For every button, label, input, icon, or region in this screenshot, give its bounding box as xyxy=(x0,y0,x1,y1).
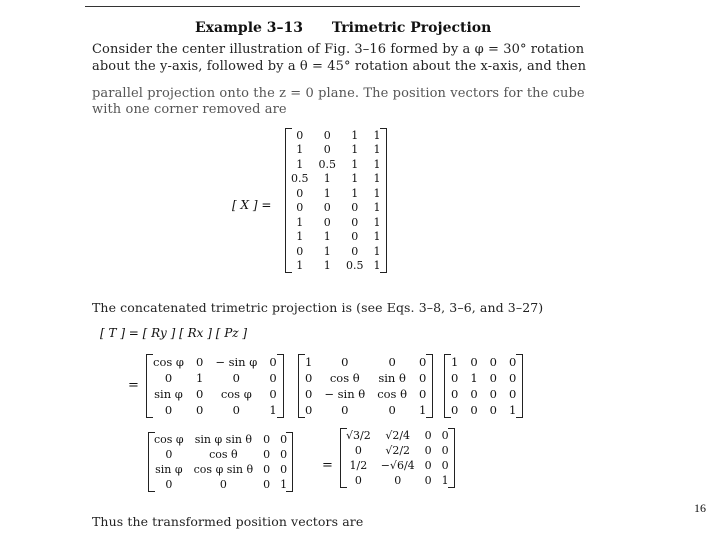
example-title: Trimetric Projection xyxy=(331,20,492,36)
x-matrix-cell: 1 xyxy=(373,186,381,200)
rx-matrix-row xyxy=(299,370,432,386)
paragraph-line-4: with one corner removed are xyxy=(92,102,287,117)
combined-matrix-cell: 0 xyxy=(263,433,271,446)
numeric-matrix xyxy=(340,428,455,488)
thus-text: Thus the transformed position vectors are xyxy=(92,514,364,529)
rx-matrix-cell: 0 xyxy=(305,387,313,401)
x-matrix-cell: 0 xyxy=(351,230,359,244)
numeric-matrix-cell: 0 xyxy=(394,474,402,487)
ry-matrix-table xyxy=(147,354,283,418)
combined-matrix-cell: 0 xyxy=(165,478,173,491)
page-number: 16 xyxy=(694,501,706,515)
rx-matrix-cell: sin θ xyxy=(378,371,406,385)
rx-matrix-cell: 0 xyxy=(341,403,349,417)
numeric-matrix-cell: 0 xyxy=(441,444,449,457)
numeric-matrix-cell: 1 xyxy=(441,474,449,487)
x-matrix-cell: 0 xyxy=(296,186,304,200)
x-matrix-cell: 1 xyxy=(296,157,304,171)
x-matrix-cell: 1 xyxy=(323,259,331,273)
combined-matrix-cell: sin φ sin θ xyxy=(194,433,253,446)
numeric-matrix-table xyxy=(341,428,454,488)
numeric-matrix-cell: 0 xyxy=(424,429,432,442)
combined-matrix-row xyxy=(149,432,292,447)
rx-matrix-cell: 0 xyxy=(419,387,427,401)
combined-matrix-cell: cos φ sin θ xyxy=(193,463,254,476)
paragraph-line-2: about the y-axis, followed by a θ = 45° rotation about the x-axis, and then xyxy=(92,59,587,74)
numeric-matrix-cell: 0 xyxy=(424,459,432,472)
ry-matrix-cell: cos φ xyxy=(153,355,184,369)
x-matrix-cell: 0 xyxy=(296,201,304,215)
x-matrix-cell: 0 xyxy=(351,201,359,215)
combined-matrix-cell: 0 xyxy=(263,463,271,476)
x-matrix-cell: 1 xyxy=(373,215,381,229)
x-matrix-cell: 1 xyxy=(373,201,381,215)
pz-matrix-row xyxy=(445,386,522,402)
x-matrix-cell: 1 xyxy=(351,128,359,142)
x-matrix-cell: 0 xyxy=(323,201,331,215)
rx-matrix-cell: 0 xyxy=(388,355,396,369)
ry-matrix-cell: 0 xyxy=(232,371,240,385)
x-matrix-cell: 1 xyxy=(296,230,304,244)
x-matrix xyxy=(285,128,387,273)
numeric-matrix-cell: −√6/4 xyxy=(380,459,415,472)
rx-matrix-cell: 1 xyxy=(305,355,313,369)
ry-matrix-cell: sin φ xyxy=(154,387,183,401)
x-matrix-cell: 0.5 xyxy=(318,157,336,171)
x-matrix-row xyxy=(286,215,386,230)
rx-matrix-cell: 0 xyxy=(419,355,427,369)
pz-matrix-cell: 0 xyxy=(508,355,517,369)
pz-matrix-cell: 0 xyxy=(489,403,497,417)
x-matrix-cell: 1 xyxy=(323,172,331,186)
rx-matrix-cell: 0 xyxy=(305,371,313,385)
numeric-matrix-cell: 1/2 xyxy=(349,459,368,472)
rx-matrix-cell: cos θ xyxy=(377,387,408,401)
rx-matrix-cell: 0 xyxy=(341,355,349,369)
ry-matrix-row xyxy=(147,370,283,386)
x-matrix-cell: 0.5 xyxy=(291,172,309,186)
pz-matrix-table xyxy=(445,354,522,418)
pz-matrix-row xyxy=(445,370,522,386)
x-matrix-cell: 1 xyxy=(373,128,381,142)
rx-matrix-cell: 0 xyxy=(419,371,427,385)
combined-matrix xyxy=(148,432,293,492)
ry-matrix xyxy=(146,354,284,418)
x-matrix-cell: 1 xyxy=(296,215,304,229)
x-matrix-row xyxy=(286,172,386,187)
x-matrix-cell: 1 xyxy=(323,230,331,244)
x-matrix-cell: 1 xyxy=(351,143,359,157)
x-matrix-cell: 0 xyxy=(351,244,359,258)
example-heading xyxy=(195,20,491,36)
ry-matrix-cell: 0 xyxy=(195,355,204,369)
rx-matrix-cell: 0 xyxy=(305,403,313,417)
combined-matrix-cell: 0 xyxy=(280,463,288,476)
numeric-matrix-cell: 0 xyxy=(354,474,362,487)
ry-matrix-cell: 0 xyxy=(164,371,173,385)
top-rule xyxy=(85,6,580,7)
example-number: Example 3–13 xyxy=(195,20,304,36)
pz-matrix-cell: 0 xyxy=(508,371,517,385)
ry-matrix-cell: 0 xyxy=(232,403,240,417)
x-matrix-cell: 1 xyxy=(296,143,304,157)
combined-matrix-cell: 0 xyxy=(219,478,227,491)
pz-matrix-cell: 0 xyxy=(451,371,459,385)
x-matrix-cell: 0 xyxy=(351,215,359,229)
x-matrix-table xyxy=(286,128,386,273)
combined-matrix-row xyxy=(149,447,292,462)
paragraph-line-1: Consider the center illustration of Fig. 3–16 formed by a φ = 30° rotation xyxy=(92,42,585,57)
pz-matrix-cell: 0 xyxy=(451,387,459,401)
ry-matrix-cell: 0 xyxy=(195,387,204,401)
x-matrix-cell: 1 xyxy=(373,259,381,273)
numeric-matrix-row xyxy=(341,428,454,443)
ry-matrix-cell: 1 xyxy=(269,403,277,417)
ry-matrix-cell: 0 xyxy=(195,403,204,417)
x-matrix-cell: 1 xyxy=(323,244,331,258)
x-matrix-cell: 1 xyxy=(373,230,381,244)
pz-matrix-row xyxy=(445,354,522,370)
pz-matrix-row xyxy=(445,402,522,418)
x-matrix-cell: 0 xyxy=(323,128,331,142)
rx-matrix xyxy=(298,354,433,418)
combined-matrix-cell: cos θ xyxy=(209,448,238,461)
concat-text: The concatenated trimetric projection is (see Eqs. 3–8, 3–6, and 3–27) xyxy=(92,300,544,315)
rx-matrix-row xyxy=(299,386,432,402)
ry-matrix-row xyxy=(147,386,283,402)
numeric-matrix-cell: √3/2 xyxy=(346,429,371,442)
numeric-matrix-cell: 0 xyxy=(441,459,449,472)
numeric-matrix-row xyxy=(341,473,454,488)
combined-matrix-cell: 1 xyxy=(280,478,288,491)
x-matrix-row xyxy=(286,128,386,143)
pz-matrix-cell: 1 xyxy=(508,403,517,417)
pz-matrix-cell: 0 xyxy=(451,403,459,417)
rx-matrix-row xyxy=(299,354,432,370)
x-matrix-cell: 1 xyxy=(351,157,359,171)
numeric-matrix-cell: √2/4 xyxy=(385,429,411,442)
combined-matrix-cell: 0 xyxy=(165,448,173,461)
pz-matrix xyxy=(444,354,523,418)
ry-matrix-cell: 1 xyxy=(195,371,204,385)
x-matrix-cell: 0 xyxy=(296,128,304,142)
ry-matrix-row xyxy=(147,402,283,418)
rx-matrix-row xyxy=(299,402,432,418)
combined-matrix-table xyxy=(149,432,292,492)
combined-matrix-row xyxy=(149,477,292,492)
ry-matrix-cell: − sin φ xyxy=(215,355,258,369)
pz-matrix-cell: 0 xyxy=(489,355,497,369)
x-matrix-cell: 1 xyxy=(323,186,331,200)
numeric-matrix-row xyxy=(341,458,454,473)
x-matrix-cell: 0 xyxy=(323,215,331,229)
equals-sign-1: = xyxy=(128,378,139,393)
x-matrix-cell: 0.5 xyxy=(346,259,364,273)
paragraph-line-3: parallel projection onto the z = 0 plane. The position vectors for the cube xyxy=(92,86,585,101)
x-matrix-row xyxy=(286,244,386,259)
ry-matrix-cell: 0 xyxy=(164,403,173,417)
combined-matrix-cell: 0 xyxy=(263,448,271,461)
numeric-matrix-cell: 0 xyxy=(441,429,449,442)
pz-matrix-cell: 0 xyxy=(470,387,478,401)
pz-matrix-cell: 0 xyxy=(508,387,517,401)
x-matrix-cell: 1 xyxy=(373,244,381,258)
pz-matrix-cell: 0 xyxy=(470,355,478,369)
pz-matrix-cell: 0 xyxy=(489,371,497,385)
x-matrix-row xyxy=(286,157,386,172)
x-matrix-row xyxy=(286,186,386,201)
numeric-matrix-cell: √2/2 xyxy=(385,444,411,457)
pz-matrix-cell: 0 xyxy=(470,403,478,417)
rx-matrix-cell: 1 xyxy=(419,403,427,417)
numeric-matrix-row xyxy=(341,443,454,458)
x-matrix-cell: 1 xyxy=(351,172,359,186)
x-matrix-cell: 1 xyxy=(296,259,304,273)
ry-matrix-cell: 0 xyxy=(269,355,277,369)
x-matrix-cell: 1 xyxy=(351,186,359,200)
rx-matrix-cell: − sin θ xyxy=(324,387,366,401)
x-matrix-cell: 1 xyxy=(373,172,381,186)
numeric-matrix-cell: 0 xyxy=(354,444,362,457)
x-matrix-label: [ X ] = xyxy=(232,198,272,212)
ry-matrix-cell: 0 xyxy=(269,371,277,385)
combined-matrix-cell: sin φ xyxy=(155,463,183,476)
pz-matrix-cell: 1 xyxy=(470,371,478,385)
t-equation: [ T ] = [ Ry ] [ Rx ] [ Pz ] xyxy=(100,326,248,340)
combined-matrix-cell: 0 xyxy=(280,433,288,446)
ry-matrix-row xyxy=(147,354,283,370)
x-matrix-cell: 1 xyxy=(373,157,381,171)
equals-sign-2: = xyxy=(322,458,333,473)
rx-matrix-table xyxy=(299,354,432,418)
numeric-matrix-cell: 0 xyxy=(424,444,432,457)
combined-matrix-cell: 0 xyxy=(263,478,271,491)
ry-matrix-cell: 0 xyxy=(269,387,277,401)
combined-matrix-row xyxy=(149,462,292,477)
x-matrix-cell: 0 xyxy=(323,143,331,157)
x-matrix-row xyxy=(286,201,386,216)
numeric-matrix-cell: 0 xyxy=(424,474,432,487)
x-matrix-cell: 1 xyxy=(373,143,381,157)
x-matrix-row xyxy=(286,230,386,245)
combined-matrix-cell: cos φ xyxy=(154,433,184,446)
x-matrix-row xyxy=(286,259,386,274)
pz-matrix-cell: 1 xyxy=(451,355,459,369)
ry-matrix-cell: cos φ xyxy=(220,387,252,401)
x-matrix-cell: 0 xyxy=(296,244,304,258)
rx-matrix-cell: 0 xyxy=(388,403,396,417)
pz-matrix-cell: 0 xyxy=(489,387,497,401)
x-matrix-row xyxy=(286,143,386,158)
combined-matrix-cell: 0 xyxy=(280,448,288,461)
rx-matrix-cell: cos θ xyxy=(329,371,360,385)
